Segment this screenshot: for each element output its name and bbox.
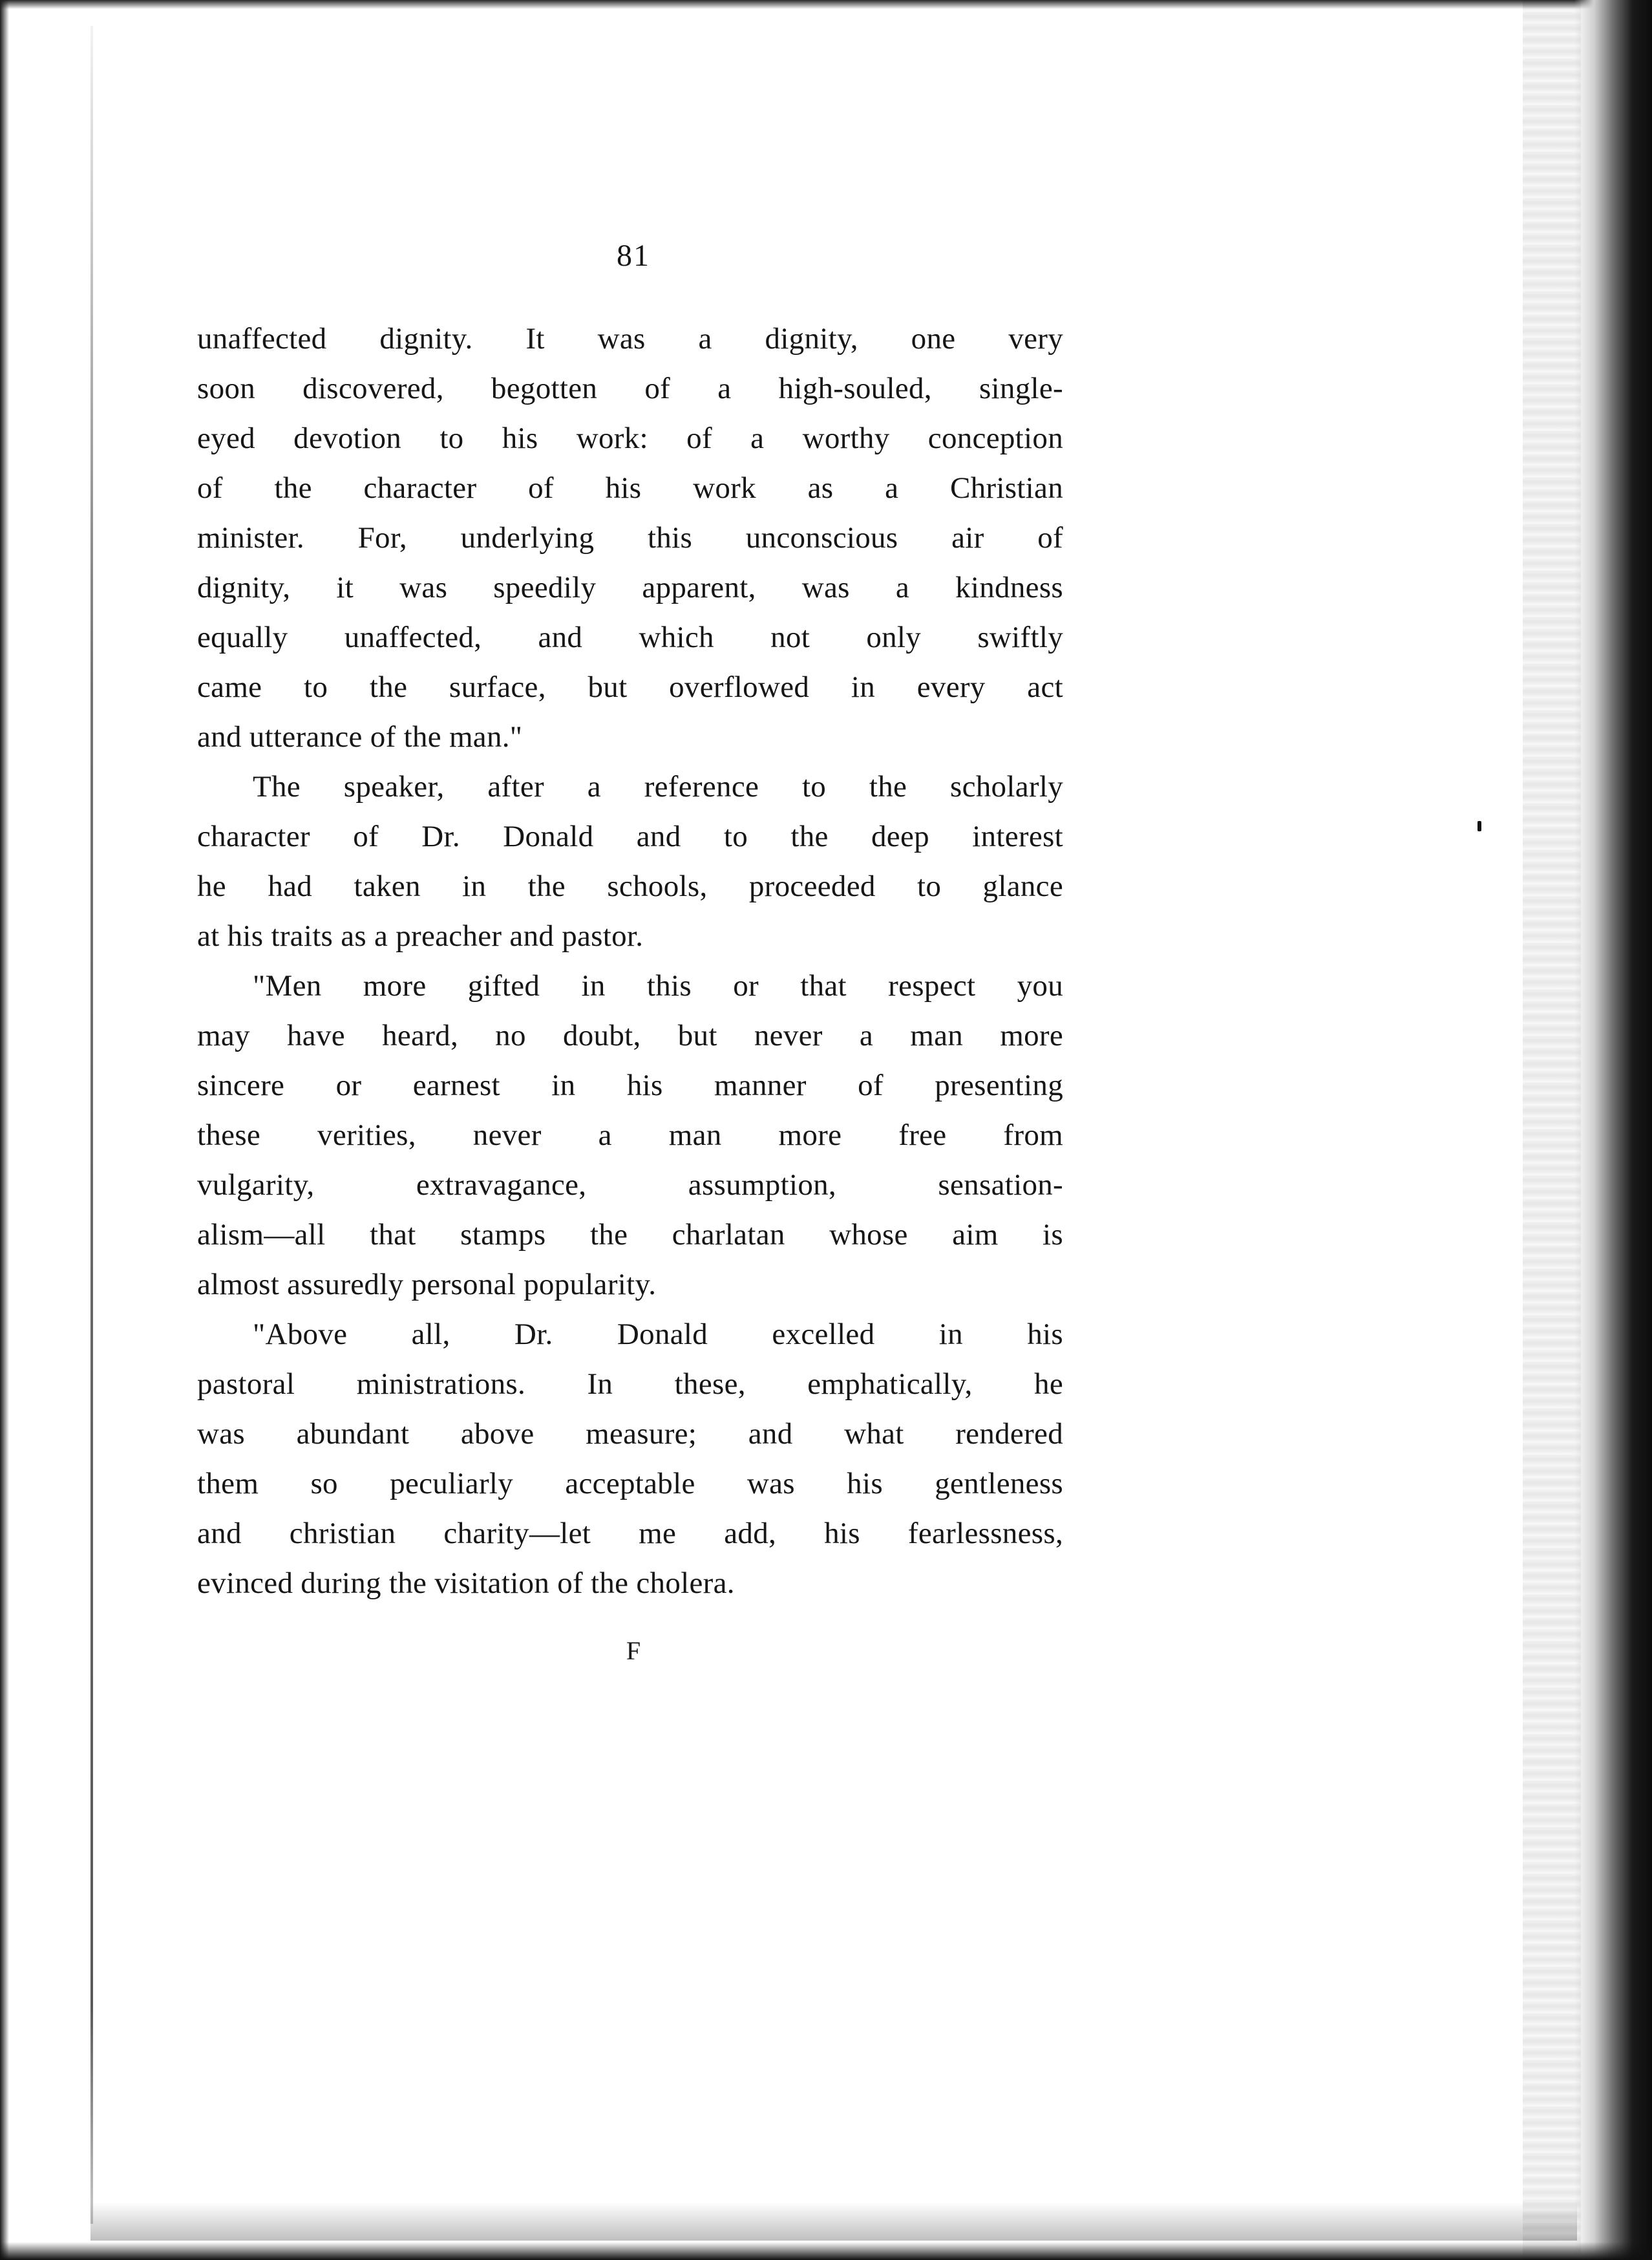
text-line: alism—all that stamps the charlatan whose aim is: [197, 1218, 1063, 1252]
stray-ink-mark: [1477, 821, 1481, 831]
page-curl-shadow: [1523, 0, 1581, 2260]
text-line: these verities, never a man more free from: [197, 1118, 1063, 1152]
text-line: was abundant above measure; and what rendered: [197, 1417, 1063, 1451]
text-line: may have heard, no doubt, but never a man more: [197, 1019, 1063, 1052]
scan-edge-right: [1574, 0, 1652, 2260]
scan-edge-bottom: [0, 2242, 1652, 2260]
text-line: evinced during the visitation of the cholera.: [197, 1566, 735, 1600]
text-line: soon discovered, begotten of a high-souled, single-: [197, 372, 1063, 405]
text-line: he had taken in the schools, proceeded to glance: [197, 869, 1063, 903]
page-number: 81: [617, 239, 650, 273]
text-block: [197, 314, 1063, 1608]
paragraph: [197, 762, 1063, 961]
text-line: "Above all, Dr. Donald excelled in his: [253, 1317, 1063, 1351]
text-line: and christian charity—let me add, his fearlessness,: [197, 1517, 1063, 1550]
text-line: almost assuredly personal popularity.: [197, 1268, 657, 1301]
text-line: came to the surface, but overflowed in every act: [197, 670, 1063, 704]
paragraph: [197, 961, 1063, 1310]
page-gutter-rule: [90, 26, 93, 2224]
text-line: "Men more gifted in this or that respect you: [253, 969, 1063, 1003]
text-line: sincere or earnest in his manner of presenting: [197, 1069, 1063, 1102]
signature-mark: F: [626, 1636, 641, 1665]
scan-edge-left: [0, 0, 9, 2260]
text-line: and utterance of the man.": [197, 720, 523, 754]
text-line: them so peculiarly acceptable was his gentleness: [197, 1467, 1063, 1500]
paragraph: [197, 314, 1063, 762]
text-line: character of Dr. Donald and to the deep interest: [197, 820, 1063, 853]
bottom-curl-shadow: [90, 2202, 1577, 2241]
paragraph: [197, 1310, 1063, 1608]
text-line: pastoral ministrations. In these, emphatically, he: [197, 1367, 1063, 1401]
text-line: at his traits as a preacher and pastor.: [197, 919, 644, 953]
scan-edge-top: [0, 0, 1652, 9]
text-line: The speaker, after a reference to the scholarly: [253, 770, 1063, 804]
text-line: dignity, it was speedily apparent, was a kindness: [197, 571, 1063, 604]
text-line: minister. For, underlying this unconscious air of: [197, 521, 1063, 555]
text-line: equally unaffected, and which not only swiftly: [197, 621, 1063, 654]
text-line: of the character of his work as a Christian: [197, 471, 1063, 505]
text-line: vulgarity, extravagance, assumption, sensation-: [197, 1168, 1063, 1202]
text-line: eyed devotion to his work: of a worthy conception: [197, 421, 1063, 455]
text-line: unaffected dignity. It was a dignity, one very: [197, 322, 1063, 356]
